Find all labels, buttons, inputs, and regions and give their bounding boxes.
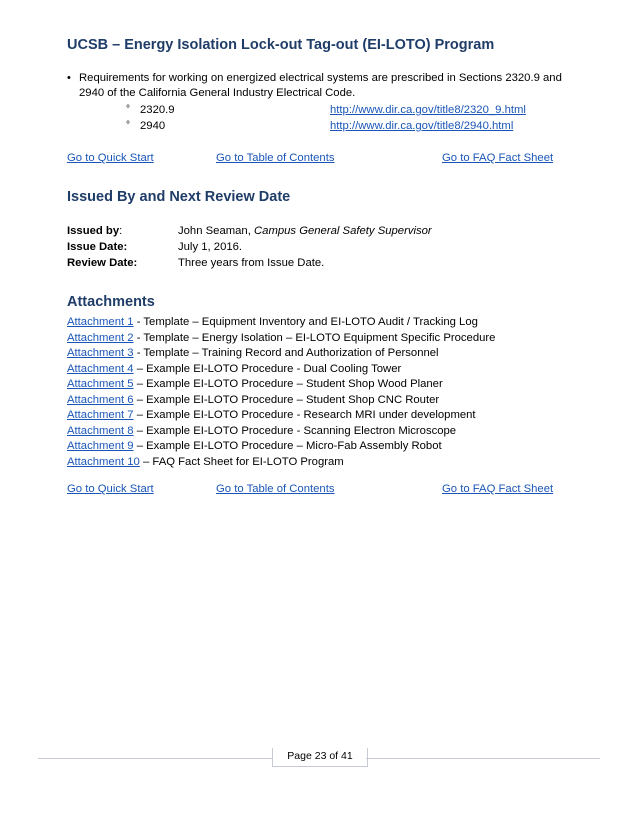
attachment-link[interactable]: Attachment 9 — [67, 440, 134, 452]
nav-links-top — [67, 151, 587, 166]
issued-by-label: Issued by: — [67, 225, 123, 237]
attachment-description: – FAQ Fact Sheet for EI-LOTO Program — [139, 455, 344, 468]
attachment-link[interactable]: Attachment 4 — [67, 362, 134, 375]
list-item — [67, 315, 495, 331]
attachment-description: – Example EI-LOTO Procedure – Student Shop Wood Planer — [133, 378, 443, 390]
section-number: 2320.9 — [140, 104, 175, 116]
list-item — [67, 408, 495, 424]
attachment-link[interactable]: Attachment 5 — [67, 378, 134, 390]
table-of-contents-link[interactable]: Go to Table of Contents — [216, 483, 335, 495]
review-date-value: Three years from Issue Date. — [178, 257, 325, 269]
attachment-link[interactable]: Attachment 2 — [67, 331, 134, 344]
list-item — [67, 455, 495, 471]
attachment-link[interactable]: Attachment 7 — [67, 409, 134, 421]
section-link[interactable]: http://www.dir.ca.gov/title8/2320_9.html — [330, 104, 526, 116]
attachment-description: – Example EI-LOTO Procedure – Micro-Fab Assembly Robot — [133, 440, 442, 452]
issued-heading: Issued By and Next Review Date — [67, 189, 291, 205]
review-date-label: Review Date: — [67, 257, 138, 269]
review-date-row — [67, 256, 587, 271]
attachment-description: - Template – Training Record and Authorization of Personnel — [133, 347, 439, 359]
list-item — [67, 424, 495, 440]
attachment-link[interactable]: Attachment 3 — [67, 347, 134, 359]
attachments-heading: Attachments — [67, 294, 155, 310]
list-item — [67, 377, 495, 393]
quick-start-link[interactable]: Go to Quick Start — [67, 152, 154, 164]
list-item — [67, 331, 495, 347]
attachment-link[interactable]: Attachment 6 — [67, 393, 134, 406]
attachment-description: - Template – Energy Isolation – EI-LOTO Equipment Specific Procedure — [133, 331, 496, 344]
issue-date-value: July 1, 2016. — [178, 241, 243, 253]
requirements-text: Requirements for working on energized electrical systems are prescribed in Sections 2320.9 and 2940 of the California General Industry Electrical Code. — [79, 72, 562, 99]
page-number: Page 23 of 41 — [272, 748, 368, 767]
attachment-description: – Example EI-LOTO Procedure - Dual Cooling Tower — [133, 362, 402, 375]
attachment-description: – Example EI-LOTO Procedure - Scanning Electron Microscope — [133, 424, 457, 437]
section-row — [67, 103, 587, 118]
faq-fact-sheet-link[interactable]: Go to FAQ Fact Sheet — [442, 483, 554, 495]
page-title: UCSB – Energy Isolation Lock-out Tag-out (EI-LOTO) Program — [67, 37, 495, 53]
attachments-list — [67, 315, 495, 470]
table-of-contents-link[interactable]: Go to Table of Contents — [216, 152, 335, 164]
circle-bullet-icon: ° — [126, 104, 130, 115]
faq-fact-sheet-link[interactable]: Go to FAQ Fact Sheet — [442, 152, 554, 164]
section-row — [67, 119, 587, 134]
issue-date-row — [67, 240, 587, 255]
quick-start-link[interactable]: Go to Quick Start — [67, 483, 154, 495]
attachment-link[interactable]: Attachment 8 — [67, 424, 134, 437]
nav-links-bottom — [67, 482, 587, 497]
issued-by-row — [67, 224, 587, 239]
list-item — [67, 362, 495, 378]
issue-date-label: Issue Date: — [67, 241, 128, 253]
list-item — [67, 393, 495, 409]
section-number: 2940 — [140, 120, 166, 132]
footer-rule-left — [38, 758, 272, 759]
circle-bullet-icon: ° — [126, 120, 130, 131]
attachment-description: – Example EI-LOTO Procedure – Student Shop CNC Router — [133, 393, 440, 406]
list-item — [67, 439, 495, 455]
footer-rule-right — [366, 758, 600, 759]
issued-by-title: Campus General Safety Supervisor — [254, 225, 432, 237]
issued-by-value: John Seaman, Campus General Safety Supervisor — [178, 225, 432, 237]
page-footer — [0, 748, 638, 768]
attachment-description: – Example EI-LOTO Procedure - Research MRI under development — [133, 409, 476, 421]
bullet-icon: • — [67, 72, 71, 84]
list-item — [67, 346, 495, 362]
attachment-link[interactable]: Attachment 1 — [67, 316, 134, 328]
section-link[interactable]: http://www.dir.ca.gov/title8/2940.html — [330, 120, 514, 132]
attachment-description: - Template – Equipment Inventory and EI-LOTO Audit / Tracking Log — [133, 316, 478, 328]
attachment-link[interactable]: Attachment 10 — [67, 455, 140, 468]
